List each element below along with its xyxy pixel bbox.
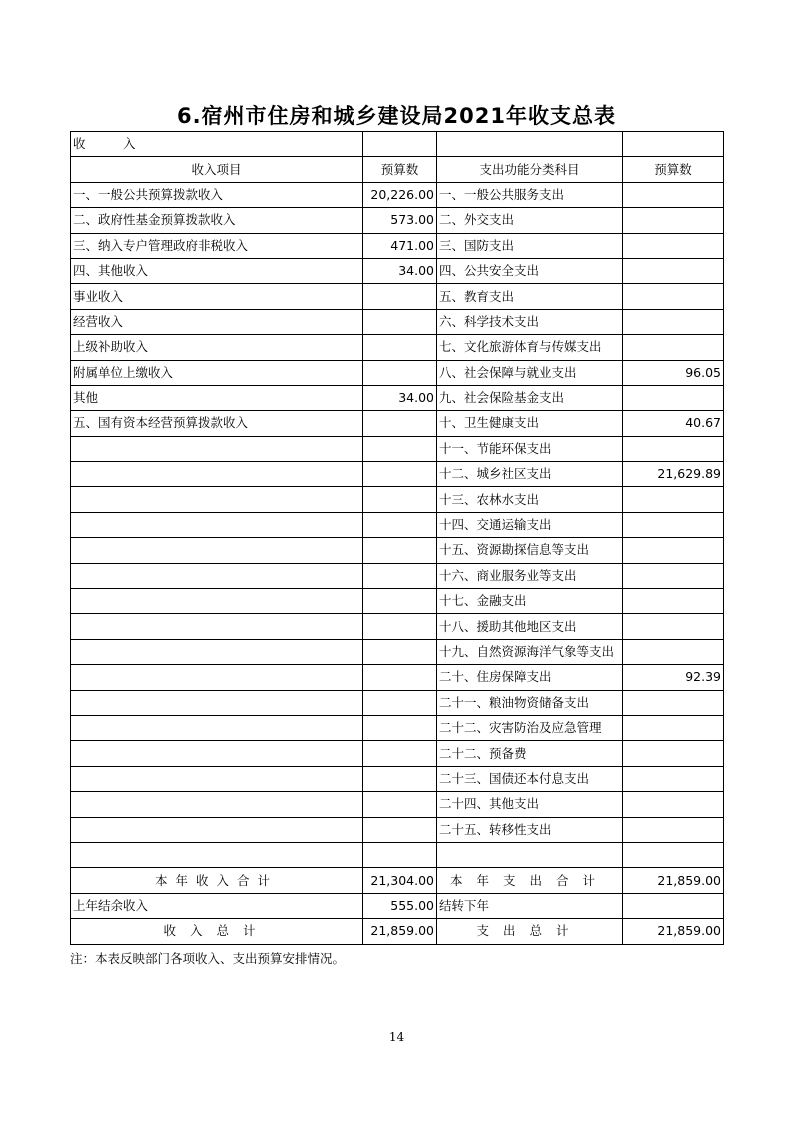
table-row [71, 614, 724, 639]
expense-item-cell: 九、社会保险基金支出 [437, 385, 623, 410]
expense-item-cell: 十、卫生健康支出 [437, 411, 623, 436]
expense-budget-cell [623, 792, 724, 817]
table-row [71, 436, 724, 461]
income-budget-cell: 20,226.00 [363, 182, 437, 207]
income-item-cell: 附属单位上缴收入 [71, 360, 363, 385]
section-header-blank [363, 132, 437, 157]
expense-budget-cell [623, 715, 724, 740]
table-row [71, 512, 724, 537]
expense-item-cell: 二十四、其他支出 [437, 792, 623, 817]
expense-budget-cell [623, 385, 724, 410]
income-item-cell [71, 538, 363, 563]
income-item-cell: 二、政府性基金预算拨款收入 [71, 208, 363, 233]
income-budget-header: 预算数 [363, 157, 437, 182]
expense-budget-cell [623, 639, 724, 664]
income-budget-cell [363, 639, 437, 664]
expense-item-cell: 十六、商业服务业等支出 [437, 563, 623, 588]
expense-item-cell: 五、教育支出 [437, 284, 623, 309]
expense-budget-cell [623, 842, 724, 867]
expense-budget-cell [623, 614, 724, 639]
income-budget-cell [363, 360, 437, 385]
income-budget-cell [363, 665, 437, 690]
expense-item-cell: 六、科学技术支出 [437, 309, 623, 334]
income-budget-cell [363, 309, 437, 334]
income-item-cell [71, 563, 363, 588]
income-budget-cell: 34.00 [363, 385, 437, 410]
income-item-cell: 一、一般公共预算拨款收入 [71, 182, 363, 207]
expense-item-cell: 十八、援助其他地区支出 [437, 614, 623, 639]
page-title: 6.宿州市住房和城乡建设局2021年收支总表 [176, 104, 617, 128]
table-row [71, 487, 724, 512]
column-header-row [71, 157, 724, 182]
income-item-cell [71, 487, 363, 512]
expense-budget-cell [623, 284, 724, 309]
income-budget-cell [363, 512, 437, 537]
income-item-cell [71, 512, 363, 537]
income-budget-cell [363, 538, 437, 563]
expense-item-cell: 二十五、转移性支出 [437, 817, 623, 842]
income-item-cell [71, 817, 363, 842]
expense-budget-cell [623, 538, 724, 563]
expense-item-cell: 十一、节能环保支出 [437, 436, 623, 461]
income-total-value: 21,304.00 [363, 868, 437, 893]
expense-budget-cell [623, 690, 724, 715]
expense-item-cell: 二十二、灾害防治及应急管理 [437, 715, 623, 740]
income-item-cell: 三、纳入专户管理政府非税收入 [71, 233, 363, 258]
carry-forward-value [623, 893, 724, 918]
income-item-cell [71, 462, 363, 487]
expense-budget-cell [623, 436, 724, 461]
income-budget-cell [363, 817, 437, 842]
income-budget-cell [363, 487, 437, 512]
income-budget-cell [363, 411, 437, 436]
table-row [71, 639, 724, 664]
expense-budget-cell [623, 182, 724, 207]
expense-budget-cell [623, 233, 724, 258]
table-row [71, 741, 724, 766]
income-budget-cell [363, 462, 437, 487]
expense-budget-cell: 21,629.89 [623, 462, 724, 487]
table-row [71, 309, 724, 334]
table-row [71, 462, 724, 487]
expense-total-label: 本年支出合计 [437, 868, 623, 893]
section-header-blank [623, 132, 724, 157]
prior-balance-value: 555.00 [363, 893, 437, 918]
income-item-cell: 其他 [71, 385, 363, 410]
expense-item-header: 支出功能分类科目 [437, 157, 623, 182]
expense-budget-cell [623, 512, 724, 537]
expense-item-cell: 三、国防支出 [437, 233, 623, 258]
expense-item-cell: 十七、金融支出 [437, 589, 623, 614]
income-budget-cell [363, 842, 437, 867]
income-item-cell [71, 614, 363, 639]
income-budget-cell [363, 741, 437, 766]
income-item-cell: 事业收入 [71, 284, 363, 309]
table-row [71, 589, 724, 614]
income-budget-cell: 573.00 [363, 208, 437, 233]
expense-total-value: 21,859.00 [623, 868, 724, 893]
table-note: 注：本表反映部门各项收入、支出预算安排情况。 [70, 951, 346, 966]
expense-budget-cell [623, 258, 724, 283]
expense-item-cell: 一、一般公共服务支出 [437, 182, 623, 207]
expense-item-cell: 十二、城乡社区支出 [437, 462, 623, 487]
expense-item-cell: 十五、资源勘探信息等支出 [437, 538, 623, 563]
expense-item-cell: 二十一、粮油物资储备支出 [437, 690, 623, 715]
table-row [71, 817, 724, 842]
expense-budget-cell [623, 309, 724, 334]
income-budget-cell [363, 690, 437, 715]
income-budget-cell [363, 792, 437, 817]
income-budget-cell [363, 436, 437, 461]
expense-budget-cell [623, 335, 724, 360]
table-row [71, 842, 724, 867]
expense-budget-cell [623, 487, 724, 512]
page-number: 14 [388, 1030, 405, 1044]
income-item-cell: 五、国有资本经营预算拨款收入 [71, 411, 363, 436]
expense-item-cell: 十九、自然资源海洋气象等支出 [437, 639, 623, 664]
expense-budget-cell: 40.67 [623, 411, 724, 436]
expense-budget-header: 预算数 [623, 157, 724, 182]
expense-budget-cell [623, 766, 724, 791]
table-row [71, 385, 724, 410]
prior-balance-label: 上年结余收入 [71, 893, 363, 918]
income-grand-label: 收入总计 [71, 919, 363, 944]
table-row [71, 792, 724, 817]
expense-item-cell [437, 842, 623, 867]
income-item-cell [71, 690, 363, 715]
income-item-cell [71, 639, 363, 664]
table-row [71, 360, 724, 385]
expense-item-cell: 十三、农林水支出 [437, 487, 623, 512]
carry-forward-label: 结转下年 [437, 893, 623, 918]
expense-budget-cell [623, 208, 724, 233]
income-budget-cell [363, 335, 437, 360]
expense-budget-cell [623, 817, 724, 842]
expense-item-cell: 八、社会保障与就业支出 [437, 360, 623, 385]
expense-budget-cell: 96.05 [623, 360, 724, 385]
income-budget-cell: 471.00 [363, 233, 437, 258]
table-row [71, 208, 724, 233]
income-item-cell [71, 589, 363, 614]
table-row [71, 411, 724, 436]
section-header-blank [437, 132, 623, 157]
income-item-cell [71, 766, 363, 791]
expense-item-cell: 二十三、国债还本付息支出 [437, 766, 623, 791]
budget-summary-table [70, 131, 724, 945]
income-budget-cell [363, 589, 437, 614]
income-section-header: 收 入 [71, 132, 363, 157]
expense-budget-cell [623, 563, 724, 588]
expense-item-cell: 十四、交通运输支出 [437, 512, 623, 537]
expense-grand-label: 支出总计 [437, 919, 623, 944]
table-row [71, 766, 724, 791]
table-row [71, 665, 724, 690]
income-item-cell: 上级补助收入 [71, 335, 363, 360]
table-row [71, 233, 724, 258]
income-budget-cell [363, 563, 437, 588]
income-budget-cell: 34.00 [363, 258, 437, 283]
income-budget-cell [363, 284, 437, 309]
income-grand-value: 21,859.00 [363, 919, 437, 944]
table-row [71, 335, 724, 360]
grand-total-row [71, 919, 724, 944]
expense-budget-cell [623, 741, 724, 766]
table-row [71, 258, 724, 283]
income-budget-cell [363, 766, 437, 791]
income-item-cell [71, 842, 363, 867]
income-budget-cell [363, 715, 437, 740]
expense-grand-value: 21,859.00 [623, 919, 724, 944]
expense-budget-cell [623, 589, 724, 614]
income-item-cell [71, 665, 363, 690]
annual-total-row [71, 868, 724, 893]
income-item-cell [71, 792, 363, 817]
table-row [71, 182, 724, 207]
income-item-cell [71, 715, 363, 740]
table-row [71, 284, 724, 309]
expense-item-cell: 二十二、预备费 [437, 741, 623, 766]
income-item-cell [71, 741, 363, 766]
table-row [71, 690, 724, 715]
table-row [71, 715, 724, 740]
expense-item-cell: 二十、住房保障支出 [437, 665, 623, 690]
table-row [71, 563, 724, 588]
income-item-cell: 经营收入 [71, 309, 363, 334]
income-item-header: 收入项目 [71, 157, 363, 182]
expense-item-cell: 七、文化旅游体育与传媒支出 [437, 335, 623, 360]
section-header-row [71, 132, 724, 157]
balance-row [71, 893, 724, 918]
expense-budget-cell: 92.39 [623, 665, 724, 690]
table-row [71, 538, 724, 563]
expense-item-cell: 二、外交支出 [437, 208, 623, 233]
income-total-label: 本年收入合计 [71, 868, 363, 893]
income-item-cell: 四、其他收入 [71, 258, 363, 283]
income-budget-cell [363, 614, 437, 639]
income-item-cell [71, 436, 363, 461]
expense-item-cell: 四、公共安全支出 [437, 258, 623, 283]
